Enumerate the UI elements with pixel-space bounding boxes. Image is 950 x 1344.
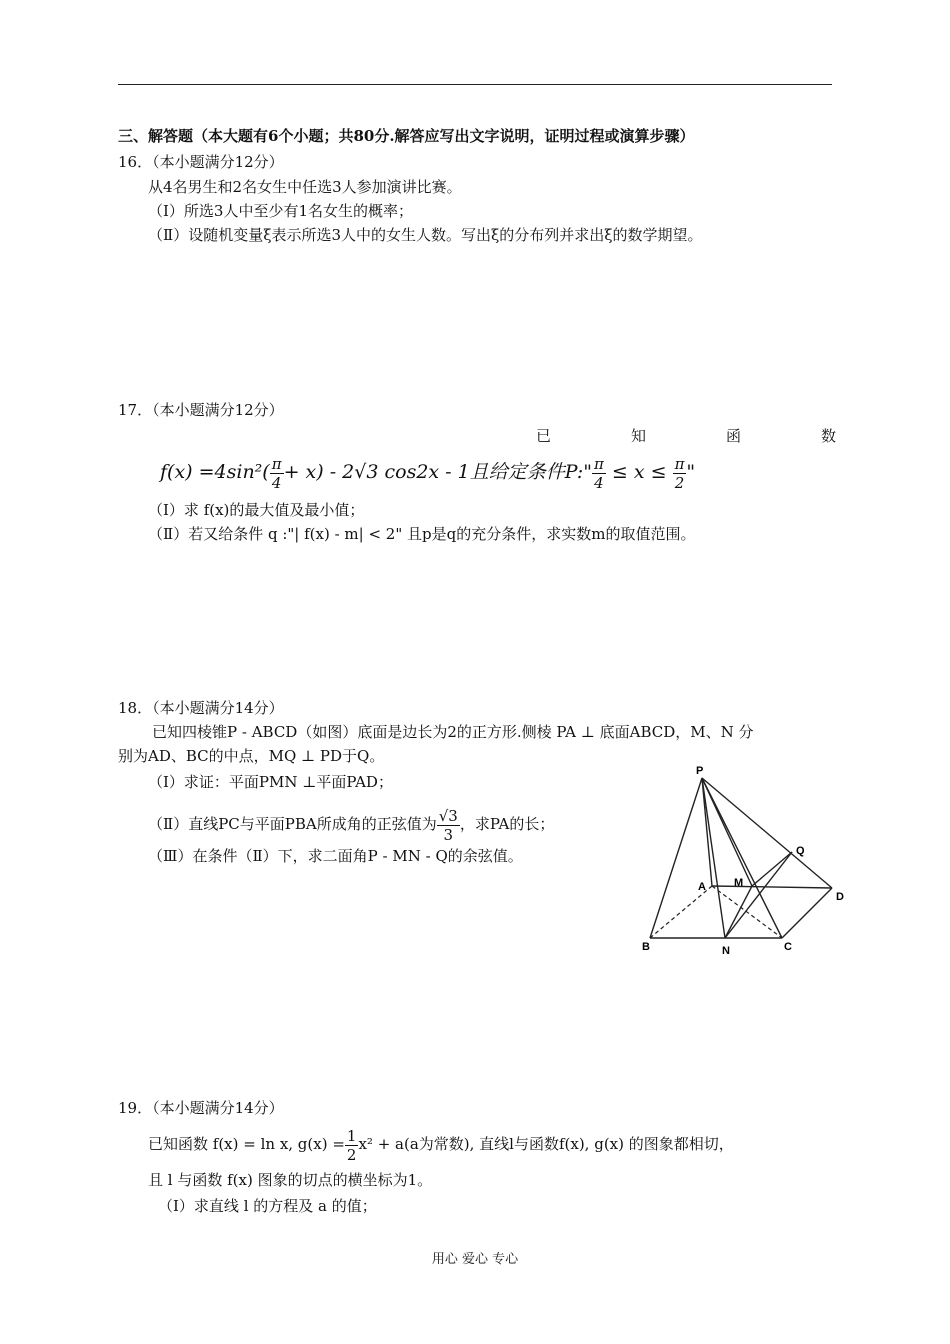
q19-fraction xyxy=(345,1127,359,1164)
q17-spread-char: 函 xyxy=(725,427,741,445)
q16-text: 从4名男生和2名女生中任选3人参加演讲比赛。 xyxy=(148,178,462,196)
q18-part3: （Ⅲ）在条件（Ⅱ）下，求二面角P - MN - Q的余弦值。 xyxy=(148,847,523,865)
formula-fraction xyxy=(592,455,606,492)
q17-spread-char: 知 xyxy=(630,427,646,445)
label-A: A xyxy=(698,881,706,893)
q18-line1: 已知四棱锥P - ABCD（如图）底面是边长为2的正方形.侧棱 PA ⊥ 底面ABCD，M、N 分 xyxy=(152,723,754,741)
label-Q: Q xyxy=(796,845,805,857)
section-heading: 三、解答题（本大题有6个小题；共80分.解答应写出文字说明，证明过程或演算步骤） xyxy=(118,127,695,145)
frac-numerator: π xyxy=(674,454,685,473)
q19-line1 xyxy=(148,1124,734,1164)
q18-part1: （Ⅰ）求证：平面PMN ⊥平面PAD； xyxy=(148,773,393,791)
pyramid-figure xyxy=(630,760,850,960)
frac-denominator: 3 xyxy=(443,825,454,844)
q18-part2-text: ，求PA的长； xyxy=(459,815,555,833)
q17-spread-text xyxy=(536,425,836,446)
q19-line1-text: 已知函数 f(x) = ln x, g(x) = xyxy=(148,1135,345,1153)
q17-part2: （Ⅱ）若又给条件 q :"| f(x) - m| < 2" 且p是q的充分条件，求实数m的取值范围。 xyxy=(148,525,696,543)
formula-part: ≤ x ≤ xyxy=(611,461,667,483)
q19-header: 19．（本小题满分14分） xyxy=(118,1099,284,1117)
q17-header: 17．（本小题满分12分） xyxy=(118,401,284,419)
formula-fraction xyxy=(673,455,687,492)
frac-numerator: π xyxy=(593,454,604,473)
q19-line2: 且 l 与函数 f(x) 图象的切点的横坐标为1。 xyxy=(148,1171,433,1189)
q17-spread-char: 数 xyxy=(820,427,836,445)
frac-numerator: √3 xyxy=(438,806,458,825)
frac-numerator: π xyxy=(271,454,282,473)
frac-numerator: 1 xyxy=(346,1126,357,1145)
label-C: C xyxy=(784,941,792,953)
frac-denominator: 4 xyxy=(271,473,282,492)
q17-part1: （Ⅰ）求 f(x)的最大值及最小值； xyxy=(148,501,365,519)
q17-formula xyxy=(160,452,695,492)
formula-part: " xyxy=(686,461,696,483)
q19-part1: （Ⅰ）求直线 l 的方程及 a 的值； xyxy=(158,1197,377,1215)
formula-part: f(x) =4sin²( xyxy=(160,461,270,483)
frac-denominator: 2 xyxy=(674,473,685,492)
q19-line1-text: x² + a(a为常数), 直线l与函数f(x), g(x) 的图象都相切， xyxy=(358,1135,734,1153)
q18-part2 xyxy=(148,806,554,844)
label-N: N xyxy=(722,945,730,957)
q18-header: 18．（本小题满分14分） xyxy=(118,699,284,717)
q18-line2: 别为AD、BC的中点，MQ ⊥ PD于Q。 xyxy=(118,747,385,765)
top-rule xyxy=(118,84,832,85)
q18-fraction xyxy=(437,807,460,844)
q16-part2: （Ⅱ）设随机变量ξ表示所选3人中的女生人数。写出ξ的分布列并求出ξ的数学期望。 xyxy=(148,226,703,244)
q16-header: 16．（本小题满分12分） xyxy=(118,153,284,171)
label-M: M xyxy=(734,877,744,889)
frac-denominator: 2 xyxy=(346,1145,357,1164)
q18-part2-text: （Ⅱ）直线PC与平面PBA所成角的正弦值为 xyxy=(148,815,437,833)
formula-fraction xyxy=(270,455,284,492)
label-D: D xyxy=(836,891,844,903)
label-B: B xyxy=(642,941,650,953)
formula-part: + x) - 2√3 cos2x - 1且给定条件P:" xyxy=(283,461,592,483)
label-P: P xyxy=(696,765,704,777)
frac-denominator: 4 xyxy=(594,473,604,492)
q16-part1: （Ⅰ）所选3人中至少有1名女生的概率； xyxy=(148,202,414,220)
page-footer: 用心 爱心 专心 xyxy=(431,1252,519,1267)
q17-spread-char: 已 xyxy=(536,427,552,445)
